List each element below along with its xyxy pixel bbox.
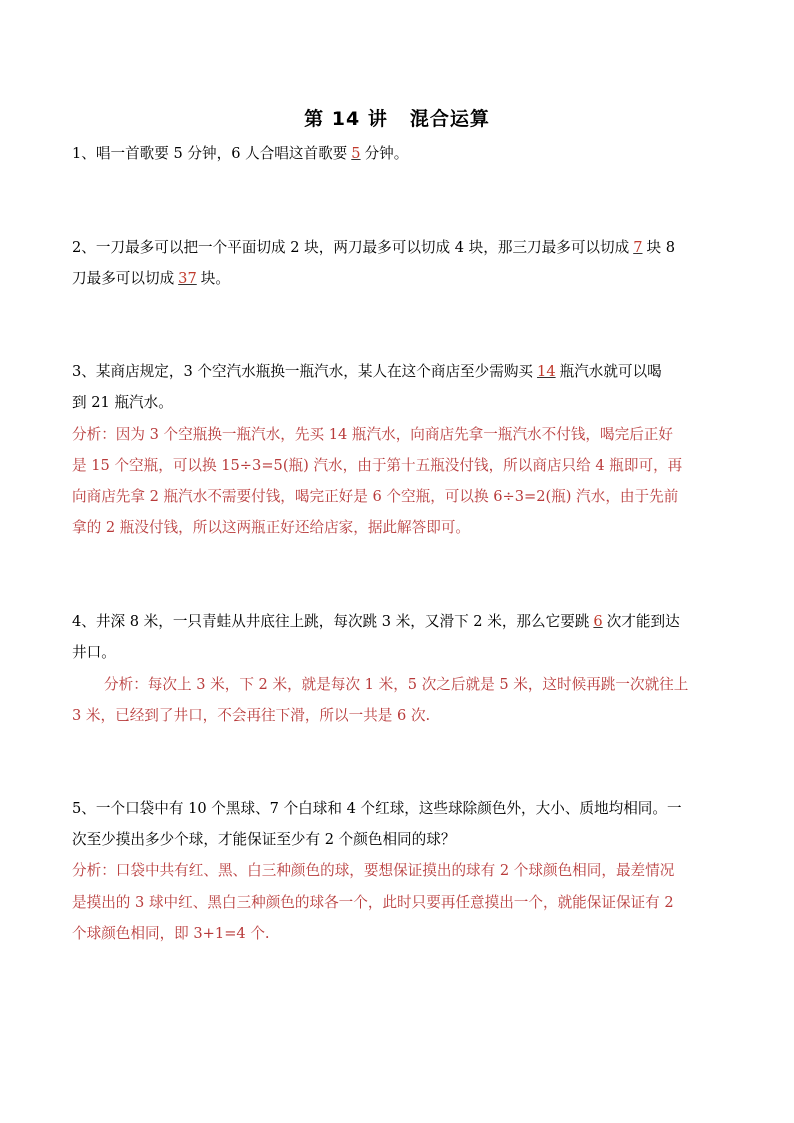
page-title (0, 104, 794, 131)
question-4-line-2: 井口。 (72, 644, 116, 661)
answer-blank: 14 (537, 363, 556, 380)
question-text: 2、一刀最多可以把一个平面切成 2 块，两刀最多可以切成 4 块，那三刀最多可以切成 (72, 239, 630, 256)
analysis-4-line-1: 分析：每次上 3 米，下 2 米，就是每次 1 米，5 次之后就是 5 米，这时候再跳一次就往上 (104, 676, 689, 693)
question-3-line-1 (72, 362, 732, 382)
lecture-number: 第 14 讲 (304, 108, 388, 130)
question-text: 次才能到达 (606, 613, 680, 630)
question-text: 刀最多可以切成 (72, 270, 175, 287)
question-text: 瓶汽水就可以喝 (559, 363, 662, 380)
question-3-line-2: 到 21 瓶汽水。 (72, 394, 173, 411)
question-text: 分钟。 (364, 145, 409, 162)
analysis-4-line-2: 3 米，已经到了井口，不会再往下滑，所以一共是 6 次. (72, 707, 431, 724)
question-5-line-2: 次至少摸出多少个球，才能保证至少有 2 个颜色相同的球？ (72, 831, 456, 848)
question-text: 块。 (200, 270, 230, 287)
question-text: 3、某商店规定，3 个空汽水瓶换一瓶汽水，某人在这个商店至少需购买 (72, 363, 534, 380)
analysis-5-line-1: 分析：口袋中共有红、黑、白三种颜色的球，要想保证摸出的球有 2 个球颜色相同，最差情况 (72, 862, 675, 879)
question-2-line-1 (72, 238, 732, 258)
analysis-3-line-4: 拿的 2 瓶没付钱，所以这两瓶正好还给店家，据此解答即可。 (72, 519, 471, 536)
question-text: 块 8 (646, 239, 676, 256)
analysis-3-line-2: 是 15 个空瓶，可以换 15÷3=5(瓶) 汽水，由于第十五瓶没付钱，所以商店只给 4 瓶即可，再 (72, 457, 683, 474)
analysis-5-line-3: 个球颜色相同，即 3+1=4 个. (72, 925, 270, 942)
question-text: 1、唱一首歌要 5 分钟，6 人合唱这首歌要 (72, 145, 348, 162)
lecture-topic: 混合运算 (409, 108, 490, 130)
answer-blank: 6 (593, 613, 603, 630)
question-1 (72, 144, 732, 164)
question-4-line-1 (72, 612, 732, 632)
question-text: 4、井深 8 米，一只青蛙从井底往上跳，每次跳 3 米，又滑下 2 米，那么它要跳 (72, 613, 590, 630)
question-5-line-1: 5、一个口袋中有 10 个黑球、7 个白球和 4 个红球，这些球除颜色外，大小、质地均相同。一 (72, 800, 682, 817)
answer-blank: 37 (178, 270, 197, 287)
answer-blank: 5 (351, 145, 361, 162)
analysis-3-line-1: 分析：因为 3 个空瓶换一瓶汽水，先买 14 瓶汽水，向商店先拿一瓶汽水不付钱，喝完后正好 (72, 426, 673, 443)
answer-blank: 7 (633, 239, 643, 256)
analysis-3-line-3: 向商店先拿 2 瓶汽水不需要付钱，喝完正好是 6 个空瓶，可以换 6÷3=2(瓶) 汽水，由于先前 (72, 488, 679, 505)
analysis-5-line-2: 是摸出的 3 球中红、黑白三种颜色的球各一个，此时只要再任意摸出一个，就能保证保证有 2 (72, 894, 674, 911)
question-2-line-2 (72, 269, 732, 289)
